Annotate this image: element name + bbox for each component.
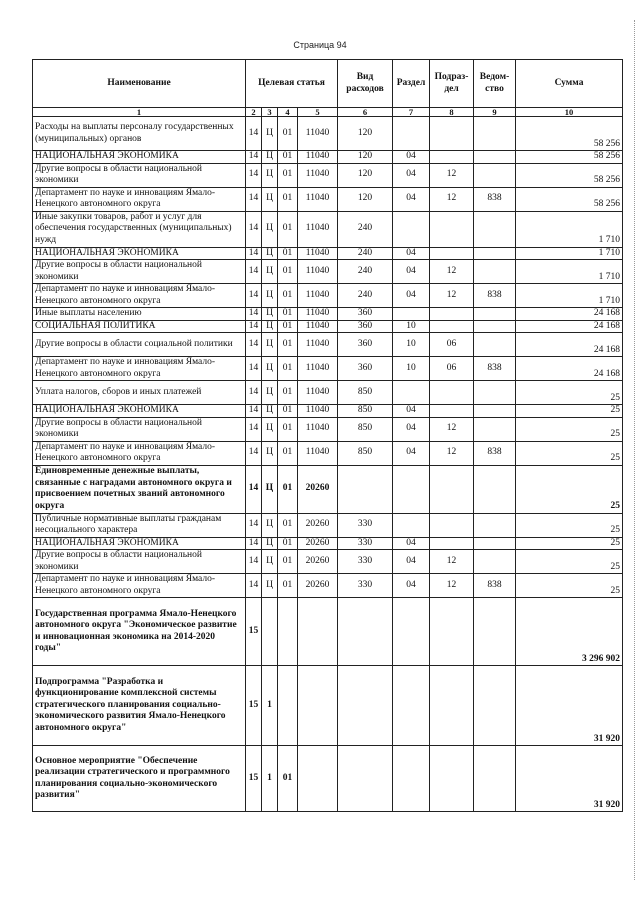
target-code-4 bbox=[298, 598, 338, 666]
table-row bbox=[33, 260, 623, 284]
row-name: Основное мероприятие "Обеспечение реализации стратегического и программного планирования социально-экономического развития" bbox=[33, 746, 246, 812]
target-code-1: 15 bbox=[246, 746, 262, 812]
target-code-1: 14 bbox=[246, 574, 262, 598]
table-row bbox=[33, 163, 623, 187]
row-name: Расходы на выплаты персоналу государственных (муниципальных) органов bbox=[33, 117, 246, 151]
amount: 25 bbox=[516, 537, 623, 550]
department-code bbox=[474, 417, 516, 441]
target-code-2: Ц bbox=[262, 333, 278, 357]
subsection: 12 bbox=[430, 550, 474, 574]
expense-type: 240 bbox=[338, 260, 393, 284]
target-code-3: 01 bbox=[278, 405, 298, 418]
target-code-2: Ц bbox=[262, 117, 278, 151]
department-code bbox=[474, 163, 516, 187]
col-number: 4 bbox=[278, 108, 298, 117]
amount: 31 920 bbox=[516, 746, 623, 812]
row-name: Иные выплаты населению bbox=[33, 308, 246, 321]
col-number: 9 bbox=[474, 108, 516, 117]
department-code bbox=[474, 746, 516, 812]
target-code-4 bbox=[298, 666, 338, 746]
target-code-4: 11040 bbox=[298, 333, 338, 357]
table-row bbox=[33, 320, 623, 333]
target-code-1: 14 bbox=[246, 537, 262, 550]
subsection: 12 bbox=[430, 260, 474, 284]
department-code bbox=[474, 151, 516, 164]
subsection bbox=[430, 537, 474, 550]
section: 10 bbox=[393, 357, 430, 381]
target-code-2: Ц bbox=[262, 513, 278, 537]
subsection bbox=[430, 666, 474, 746]
section: 04 bbox=[393, 260, 430, 284]
table-row bbox=[33, 465, 623, 513]
table-row bbox=[33, 666, 623, 746]
target-code-4: 20260 bbox=[298, 513, 338, 537]
col-number: 5 bbox=[298, 108, 338, 117]
target-code-1: 14 bbox=[246, 405, 262, 418]
department-code: 838 bbox=[474, 574, 516, 598]
department-code bbox=[474, 320, 516, 333]
amount: 25 bbox=[516, 513, 623, 537]
target-code-2: Ц bbox=[262, 260, 278, 284]
table-row bbox=[33, 441, 623, 465]
subsection: 06 bbox=[430, 333, 474, 357]
expense-type: 330 bbox=[338, 537, 393, 550]
target-code-1: 14 bbox=[246, 151, 262, 164]
target-code-1: 14 bbox=[246, 284, 262, 308]
department-code bbox=[474, 260, 516, 284]
target-code-1: 14 bbox=[246, 513, 262, 537]
department-code: 838 bbox=[474, 441, 516, 465]
section: 04 bbox=[393, 151, 430, 164]
department-code bbox=[474, 598, 516, 666]
subsection bbox=[430, 308, 474, 321]
expense-type: 120 bbox=[338, 151, 393, 164]
row-name: Публичные нормативные выплаты гражданам несоциального характера bbox=[33, 513, 246, 537]
department-code bbox=[474, 666, 516, 746]
row-name: НАЦИОНАЛЬНАЯ ЭКОНОМИКА bbox=[33, 151, 246, 164]
expense-type: 120 bbox=[338, 117, 393, 151]
amount: 58 256 bbox=[516, 117, 623, 151]
target-code-4: 11040 bbox=[298, 211, 338, 247]
table-row bbox=[33, 513, 623, 537]
expense-type: 360 bbox=[338, 308, 393, 321]
target-code-3: 01 bbox=[278, 117, 298, 151]
amount: 31 920 bbox=[516, 666, 623, 746]
target-code-1: 14 bbox=[246, 260, 262, 284]
target-code-4: 11040 bbox=[298, 247, 338, 260]
budget-table bbox=[32, 59, 623, 812]
target-code-4: 11040 bbox=[298, 320, 338, 333]
row-name: СОЦИАЛЬНАЯ ПОЛИТИКА bbox=[33, 320, 246, 333]
target-code-2: Ц bbox=[262, 187, 278, 211]
amount: 25 bbox=[516, 405, 623, 418]
row-name: Государственная программа Ямало-Ненецкого автономного округа "Экономическое развитие и инновационная экономика на 2014-2020 годы" bbox=[33, 598, 246, 666]
subsection bbox=[430, 465, 474, 513]
table-row bbox=[33, 211, 623, 247]
table-row bbox=[33, 308, 623, 321]
amount: 58 256 bbox=[516, 151, 623, 164]
expense-type: 240 bbox=[338, 247, 393, 260]
target-code-3: 01 bbox=[278, 308, 298, 321]
row-name: Другие вопросы в области социальной политики bbox=[33, 333, 246, 357]
target-code-2 bbox=[262, 598, 278, 666]
header-summa: Сумма bbox=[516, 60, 623, 108]
row-name: Другие вопросы в области национальной экономики bbox=[33, 417, 246, 441]
target-code-4: 20260 bbox=[298, 465, 338, 513]
target-code-3: 01 bbox=[278, 381, 298, 405]
table-row bbox=[33, 357, 623, 381]
target-code-4: 11040 bbox=[298, 187, 338, 211]
subsection bbox=[430, 513, 474, 537]
expense-type: 850 bbox=[338, 441, 393, 465]
row-name: НАЦИОНАЛЬНАЯ ЭКОНОМИКА bbox=[33, 247, 246, 260]
section bbox=[393, 513, 430, 537]
target-code-2: Ц bbox=[262, 357, 278, 381]
target-code-3: 01 bbox=[278, 211, 298, 247]
section: 04 bbox=[393, 417, 430, 441]
amount: 24 168 bbox=[516, 333, 623, 357]
subsection bbox=[430, 320, 474, 333]
col-number: 6 bbox=[338, 108, 393, 117]
target-code-4: 20260 bbox=[298, 574, 338, 598]
row-name: Другие вопросы в области национальной экономики bbox=[33, 163, 246, 187]
department-code bbox=[474, 405, 516, 418]
target-code-3: 01 bbox=[278, 284, 298, 308]
amount: 25 bbox=[516, 465, 623, 513]
section bbox=[393, 465, 430, 513]
expense-type: 360 bbox=[338, 320, 393, 333]
target-code-3: 01 bbox=[278, 465, 298, 513]
target-code-2: Ц bbox=[262, 405, 278, 418]
section bbox=[393, 666, 430, 746]
amount: 25 bbox=[516, 381, 623, 405]
target-code-2: Ц bbox=[262, 441, 278, 465]
target-code-1: 14 bbox=[246, 441, 262, 465]
col-number: 8 bbox=[430, 108, 474, 117]
subsection bbox=[430, 598, 474, 666]
amount: 58 256 bbox=[516, 187, 623, 211]
target-code-4: 11040 bbox=[298, 117, 338, 151]
target-code-1: 14 bbox=[246, 117, 262, 151]
column-numbers-row bbox=[33, 108, 623, 117]
col-number: 10 bbox=[516, 108, 623, 117]
target-code-1: 14 bbox=[246, 308, 262, 321]
target-code-2: 1 bbox=[262, 746, 278, 812]
table-row bbox=[33, 598, 623, 666]
department-code: 838 bbox=[474, 357, 516, 381]
target-code-4: 11040 bbox=[298, 381, 338, 405]
section bbox=[393, 308, 430, 321]
row-name: Департамент по науке и инновациям Ямало-Ненецкого автономного округа bbox=[33, 574, 246, 598]
target-code-4: 11040 bbox=[298, 405, 338, 418]
header-vid: Вид расходов bbox=[338, 60, 393, 108]
target-code-3: 01 bbox=[278, 574, 298, 598]
subsection bbox=[430, 151, 474, 164]
amount: 1 710 bbox=[516, 211, 623, 247]
table-row bbox=[33, 117, 623, 151]
table-row bbox=[33, 381, 623, 405]
expense-type: 330 bbox=[338, 574, 393, 598]
subsection: 12 bbox=[430, 441, 474, 465]
table-row bbox=[33, 417, 623, 441]
expense-type: 330 bbox=[338, 513, 393, 537]
expense-type bbox=[338, 666, 393, 746]
row-name: Подпрограмма "Разработка и функционирование комплексной системы стратегического планирования социально-экономического развития Ямало-Ненецкого автономного округа" bbox=[33, 666, 246, 746]
department-code bbox=[474, 117, 516, 151]
subsection bbox=[430, 746, 474, 812]
expense-type: 360 bbox=[338, 357, 393, 381]
department-code bbox=[474, 247, 516, 260]
target-code-3: 01 bbox=[278, 746, 298, 812]
row-name: Единовременные денежные выплаты, связанные с наградами автономного округа и присвоением почетных званий автономного округа bbox=[33, 465, 246, 513]
section: 04 bbox=[393, 284, 430, 308]
target-code-2: Ц bbox=[262, 151, 278, 164]
target-code-4: 11040 bbox=[298, 417, 338, 441]
target-code-3: 01 bbox=[278, 550, 298, 574]
amount: 24 168 bbox=[516, 357, 623, 381]
subsection bbox=[430, 247, 474, 260]
header-podrazdel: Подраз-дел bbox=[430, 60, 474, 108]
amount: 1 710 bbox=[516, 284, 623, 308]
target-code-4: 20260 bbox=[298, 537, 338, 550]
table-row bbox=[33, 187, 623, 211]
expense-type: 850 bbox=[338, 405, 393, 418]
section: 04 bbox=[393, 537, 430, 550]
expense-type: 240 bbox=[338, 211, 393, 247]
target-code-1: 14 bbox=[246, 187, 262, 211]
section: 04 bbox=[393, 574, 430, 598]
target-code-3: 01 bbox=[278, 260, 298, 284]
amount: 24 168 bbox=[516, 320, 623, 333]
target-code-1: 14 bbox=[246, 550, 262, 574]
header-target: Целевая статья bbox=[246, 60, 338, 108]
target-code-4: 11040 bbox=[298, 357, 338, 381]
target-code-1: 15 bbox=[246, 598, 262, 666]
amount: 24 168 bbox=[516, 308, 623, 321]
table-row bbox=[33, 284, 623, 308]
expense-type: 120 bbox=[338, 187, 393, 211]
target-code-1: 14 bbox=[246, 357, 262, 381]
target-code-4: 20260 bbox=[298, 550, 338, 574]
section bbox=[393, 598, 430, 666]
target-code-3: 01 bbox=[278, 151, 298, 164]
header-name: Наименование bbox=[33, 60, 246, 108]
row-name: Другие вопросы в области национальной экономики bbox=[33, 260, 246, 284]
amount: 1 710 bbox=[516, 260, 623, 284]
department-code bbox=[474, 308, 516, 321]
target-code-3 bbox=[278, 598, 298, 666]
target-code-1: 14 bbox=[246, 247, 262, 260]
target-code-3: 01 bbox=[278, 441, 298, 465]
row-name: Департамент по науке и инновациям Ямало-Ненецкого автономного округа bbox=[33, 441, 246, 465]
target-code-3: 01 bbox=[278, 513, 298, 537]
expense-type: 120 bbox=[338, 163, 393, 187]
department-code bbox=[474, 381, 516, 405]
target-code-2: Ц bbox=[262, 163, 278, 187]
header-razdel: Раздел bbox=[393, 60, 430, 108]
amount: 25 bbox=[516, 417, 623, 441]
target-code-4: 11040 bbox=[298, 308, 338, 321]
subsection: 12 bbox=[430, 417, 474, 441]
expense-type: 850 bbox=[338, 417, 393, 441]
row-name: НАЦИОНАЛЬНАЯ ЭКОНОМИКА bbox=[33, 537, 246, 550]
subsection bbox=[430, 405, 474, 418]
expense-type bbox=[338, 598, 393, 666]
subsection: 06 bbox=[430, 357, 474, 381]
target-code-3: 01 bbox=[278, 320, 298, 333]
row-name: Департамент по науке и инновациям Ямало-Ненецкого автономного округа bbox=[33, 357, 246, 381]
subsection: 12 bbox=[430, 163, 474, 187]
target-code-2: Ц bbox=[262, 320, 278, 333]
scan-edge-line bbox=[633, 20, 635, 880]
target-code-1: 14 bbox=[246, 417, 262, 441]
subsection bbox=[430, 211, 474, 247]
section bbox=[393, 117, 430, 151]
target-code-1: 14 bbox=[246, 211, 262, 247]
section: 04 bbox=[393, 187, 430, 211]
target-code-2: 1 bbox=[262, 666, 278, 746]
target-code-3: 01 bbox=[278, 163, 298, 187]
table-row bbox=[33, 247, 623, 260]
target-code-2: Ц bbox=[262, 211, 278, 247]
target-code-3: 01 bbox=[278, 537, 298, 550]
target-code-3: 01 bbox=[278, 417, 298, 441]
col-number: 2 bbox=[246, 108, 262, 117]
target-code-2: Ц bbox=[262, 417, 278, 441]
department-code bbox=[474, 333, 516, 357]
target-code-3: 01 bbox=[278, 333, 298, 357]
target-code-1: 14 bbox=[246, 381, 262, 405]
section: 04 bbox=[393, 441, 430, 465]
department-code bbox=[474, 550, 516, 574]
expense-type bbox=[338, 465, 393, 513]
target-code-2: Ц bbox=[262, 465, 278, 513]
department-code bbox=[474, 465, 516, 513]
target-code-2: Ц bbox=[262, 381, 278, 405]
target-code-4: 11040 bbox=[298, 151, 338, 164]
subsection bbox=[430, 381, 474, 405]
section: 04 bbox=[393, 247, 430, 260]
target-code-4: 11040 bbox=[298, 260, 338, 284]
subsection: 12 bbox=[430, 187, 474, 211]
row-name: Департамент по науке и инновациям Ямало-Ненецкого автономного округа bbox=[33, 187, 246, 211]
row-name: Иные закупки товаров, работ и услуг для обеспечения государственных (муниципальных) нужд bbox=[33, 211, 246, 247]
department-code bbox=[474, 513, 516, 537]
section: 04 bbox=[393, 163, 430, 187]
row-name: НАЦИОНАЛЬНАЯ ЭКОНОМИКА bbox=[33, 405, 246, 418]
target-code-2: Ц bbox=[262, 574, 278, 598]
target-code-1: 15 bbox=[246, 666, 262, 746]
header-vedomstvo: Ведом-ство bbox=[474, 60, 516, 108]
table-row bbox=[33, 333, 623, 357]
table-row bbox=[33, 537, 623, 550]
target-code-3: 01 bbox=[278, 357, 298, 381]
section: 04 bbox=[393, 405, 430, 418]
section: 04 bbox=[393, 550, 430, 574]
expense-type: 850 bbox=[338, 381, 393, 405]
row-name: Департамент по науке и инновациям Ямало-Ненецкого автономного округа bbox=[33, 284, 246, 308]
expense-type: 360 bbox=[338, 333, 393, 357]
amount: 58 256 bbox=[516, 163, 623, 187]
expense-type: 240 bbox=[338, 284, 393, 308]
col-number: 3 bbox=[262, 108, 278, 117]
target-code-1: 14 bbox=[246, 465, 262, 513]
section: 10 bbox=[393, 333, 430, 357]
target-code-4 bbox=[298, 746, 338, 812]
section: 10 bbox=[393, 320, 430, 333]
target-code-2: Ц bbox=[262, 550, 278, 574]
col-number: 7 bbox=[393, 108, 430, 117]
target-code-2: Ц bbox=[262, 537, 278, 550]
amount: 25 bbox=[516, 550, 623, 574]
department-code bbox=[474, 537, 516, 550]
subsection: 12 bbox=[430, 574, 474, 598]
table-row bbox=[33, 151, 623, 164]
row-name: Другие вопросы в области национальной экономики bbox=[33, 550, 246, 574]
amount: 3 296 902 bbox=[516, 598, 623, 666]
expense-type: 330 bbox=[338, 550, 393, 574]
target-code-3 bbox=[278, 666, 298, 746]
table-row bbox=[33, 550, 623, 574]
table-row bbox=[33, 574, 623, 598]
target-code-2: Ц bbox=[262, 284, 278, 308]
page-label: Страница 94 bbox=[293, 40, 347, 50]
subsection: 12 bbox=[430, 284, 474, 308]
target-code-2: Ц bbox=[262, 247, 278, 260]
department-code: 838 bbox=[474, 284, 516, 308]
target-code-1: 14 bbox=[246, 333, 262, 357]
target-code-1: 14 bbox=[246, 320, 262, 333]
department-code: 838 bbox=[474, 187, 516, 211]
row-name: Уплата налогов, сборов и иных платежей bbox=[33, 381, 246, 405]
target-code-3: 01 bbox=[278, 187, 298, 211]
target-code-2: Ц bbox=[262, 308, 278, 321]
amount: 1 710 bbox=[516, 247, 623, 260]
target-code-4: 11040 bbox=[298, 441, 338, 465]
target-code-4: 11040 bbox=[298, 163, 338, 187]
target-code-3: 01 bbox=[278, 247, 298, 260]
table-row bbox=[33, 405, 623, 418]
section bbox=[393, 381, 430, 405]
section bbox=[393, 211, 430, 247]
amount: 25 bbox=[516, 441, 623, 465]
target-code-4: 11040 bbox=[298, 284, 338, 308]
col-number: 1 bbox=[33, 108, 246, 117]
expense-type bbox=[338, 746, 393, 812]
subsection bbox=[430, 117, 474, 151]
amount: 25 bbox=[516, 574, 623, 598]
target-code-1: 14 bbox=[246, 163, 262, 187]
department-code bbox=[474, 211, 516, 247]
table-row bbox=[33, 746, 623, 812]
section bbox=[393, 746, 430, 812]
